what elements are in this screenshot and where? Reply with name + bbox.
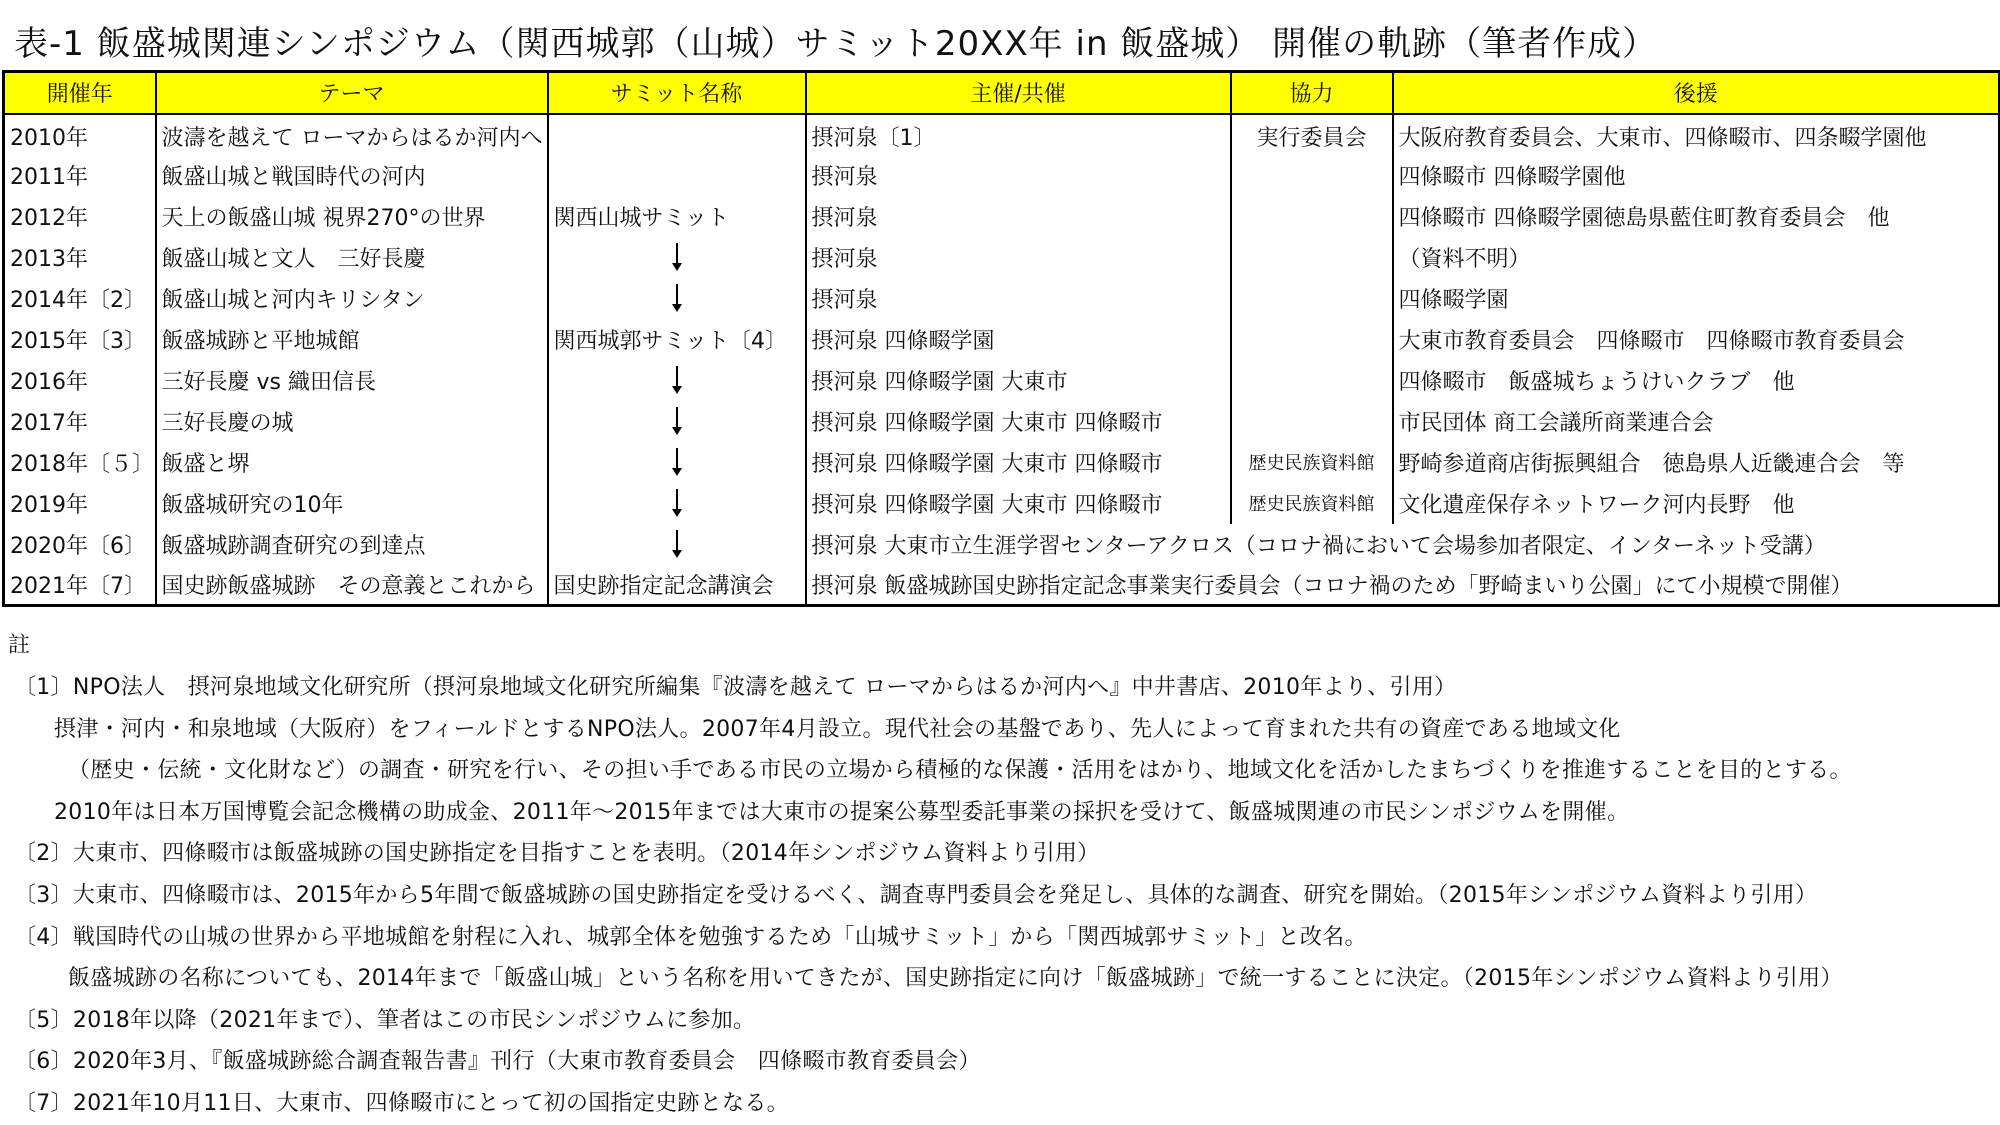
note-line: 〔6〕2020年3月、『飯盛城跡総合調査報告書』刊行（大東市教育委員会 四條畷市教育委員会） — [14, 1049, 981, 1075]
cell-summit-name — [548, 278, 806, 319]
page-title: 表-1 飯盛城関連シンポジウム（関西城郭（山城）サミット20XX年 in 飯盛城） 開催の軌跡（筆者作成） — [14, 24, 1658, 64]
cell-host: 摂河泉 — [806, 278, 1231, 319]
down-arrow-icon — [671, 448, 683, 476]
cell-year: 2021年〔7〕 — [4, 565, 156, 606]
down-arrow-icon — [671, 284, 683, 312]
cell-theme: 三好長慶 vs 織田信長 — [156, 360, 548, 401]
down-arrow-icon — [671, 489, 683, 517]
cell-theme: 波濤を越えて ローマからはるか河内へ — [156, 114, 548, 155]
cell-host: 摂河泉 飯盛城跡国史跡指定記念事業実行委員会（コロナ禍のため「野崎まいり公園」にて小規模で開催） — [806, 565, 2000, 606]
cell-year: 2010年 — [4, 114, 156, 155]
note-line: 〔2〕大東市、四條畷市は飯盛城跡の国史跡指定を目指すことを表明。（2014年シンポジウム資料より引用） — [14, 841, 1100, 867]
cell-cooperation: 歴史民族資料館 — [1231, 442, 1393, 483]
down-arrow-icon — [671, 407, 683, 435]
cell-cooperation — [1231, 196, 1393, 237]
table-row — [4, 319, 2000, 360]
table-row — [4, 196, 2000, 237]
cell-host: 摂河泉 四條畷学園 大東市 — [806, 360, 1231, 401]
header-year: 開催年 — [4, 72, 156, 114]
cell-summit-name — [548, 114, 806, 155]
note-line: 2010年は日本万国博覧会記念機構の助成金、2011年～2015年までは大東市の提案公募型委託事業の採択を受けて、飯盛城関連の市民シンポジウムを開催。 — [54, 799, 1630, 825]
table-row — [4, 442, 2000, 483]
cell-support: 大阪府教育委員会、大東市、四條畷市、四条畷学園他 — [1393, 114, 2000, 155]
cell-support: 四條畷市 四條畷学園徳島県藍住町教育委員会 他 — [1393, 196, 2000, 237]
header-support: 後援 — [1393, 72, 2000, 114]
cell-summit-name — [548, 237, 806, 278]
cell-theme: 国史跡飯盛城跡 その意義とこれから — [156, 565, 548, 606]
cell-theme: 飯盛山城と文人 三好長慶 — [156, 237, 548, 278]
table-row — [4, 483, 2000, 524]
cell-summit-name — [548, 524, 806, 565]
cell-host: 摂河泉 — [806, 155, 1231, 196]
cell-host: 摂河泉 大東市立生涯学習センターアクロス（コロナ禍において会場参加者限定、インターネット受講） — [806, 524, 2000, 565]
cell-support: 四條畷市 飯盛城ちょうけいクラブ 他 — [1393, 360, 2000, 401]
cell-year: 2020年〔6〕 — [4, 524, 156, 565]
cell-theme: 飯盛城研究の10年 — [156, 483, 548, 524]
table-row — [4, 360, 2000, 401]
cell-support: 四條畷学園 — [1393, 278, 2000, 319]
cell-summit-name — [548, 401, 806, 442]
table-body — [4, 114, 2000, 606]
cell-summit-name — [548, 483, 806, 524]
cell-cooperation — [1231, 155, 1393, 196]
cell-support: 市民団体 商工会議所商業連合会 — [1393, 401, 2000, 442]
cell-cooperation: 歴史民族資料館 — [1231, 483, 1393, 524]
table-row — [4, 155, 2000, 196]
cell-year: 2016年 — [4, 360, 156, 401]
cell-summit-name: 国史跡指定記念講演会 — [548, 565, 806, 606]
cell-year: 2018年〔５〕 — [4, 442, 156, 483]
cell-year: 2019年 — [4, 483, 156, 524]
table-row — [4, 237, 2000, 278]
cell-cooperation: 実行委員会 — [1231, 114, 1393, 155]
cell-theme: 三好長慶の城 — [156, 401, 548, 442]
notes-heading: 註 — [8, 633, 31, 658]
cell-support: 大東市教育委員会 四條畷市 四條畷市教育委員会 — [1393, 319, 2000, 360]
cell-summit-name: 関西城郭サミット〔4〕 — [548, 319, 806, 360]
cell-support: 四條畷市 四條畷学園他 — [1393, 155, 2000, 196]
cell-year: 2013年 — [4, 237, 156, 278]
cell-summit-name: 関西山城サミット — [548, 196, 806, 237]
table-header-row — [4, 72, 2000, 114]
table-row — [4, 401, 2000, 442]
note-line: （歴史・伝統・文化財など）の調査・研究を行い、その担い手である市民の立場から積極的な保護・活用をはかり、地域文化を活かしたまちづくりを推進することを目的とする。 — [68, 758, 1852, 784]
header-host: 主催/共催 — [806, 72, 1231, 114]
cell-host: 摂河泉 四條畷学園 — [806, 319, 1231, 360]
cell-host: 摂河泉 四條畷学園 大東市 四條畷市 — [806, 401, 1231, 442]
cell-year: 2011年 — [4, 155, 156, 196]
note-line: 〔5〕2018年以降（2021年まで）、筆者はこの市民シンポジウムに参加。 — [14, 1007, 756, 1033]
cell-support: 野崎参道商店街振興組合 徳島県人近畿連合会 等 — [1393, 442, 2000, 483]
cell-year: 2015年〔3〕 — [4, 319, 156, 360]
note-line: 〔3〕大東市、四條畷市は、2015年から5年間で飯盛城跡の国史跡指定を受けるべく、調査専門委員会を発足し、具体的な調査、研究を開始。（2015年シンポジウム資料より引用） — [14, 883, 1818, 908]
cell-theme: 飯盛城跡調査研究の到達点 — [156, 524, 548, 565]
cell-theme: 飯盛と堺 — [156, 442, 548, 483]
cell-support: （資料不明） — [1393, 237, 2000, 278]
table-row — [4, 524, 2000, 565]
cell-summit-name — [548, 155, 806, 196]
cell-year: 2012年 — [4, 196, 156, 237]
table-row — [4, 114, 2000, 155]
cell-year: 2017年 — [4, 401, 156, 442]
cell-cooperation — [1231, 319, 1393, 360]
cell-host: 摂河泉〔1〕 — [806, 114, 1231, 155]
down-arrow-icon — [671, 530, 683, 558]
cell-host: 摂河泉 — [806, 196, 1231, 237]
note-line: 飯盛城跡の名称についても、2014年まで「飯盛山城」という名称を用いてきたが、国史跡指定に向け「飯盛城跡」で統一することに決定。（2015年シンポジウム資料より引用） — [68, 966, 1843, 992]
cell-host: 摂河泉 四條畷学園 大東市 四條畷市 — [806, 442, 1231, 483]
note-line: 〔7〕2021年10月11日、大東市、四條畷市にとって初の国指定史跡となる。 — [14, 1091, 789, 1116]
cell-summit-name — [548, 360, 806, 401]
header-summit-name: サミット名称 — [548, 72, 806, 114]
cell-cooperation — [1231, 360, 1393, 401]
header-cooperation: 協力 — [1231, 72, 1393, 114]
cell-theme: 天上の飯盛山城 視界270°の世界 — [156, 196, 548, 237]
cell-theme: 飯盛山城と河内キリシタン — [156, 278, 548, 319]
cell-theme: 飯盛山城と戦国時代の河内 — [156, 155, 548, 196]
cell-cooperation — [1231, 237, 1393, 278]
down-arrow-icon — [671, 243, 683, 271]
cell-summit-name — [548, 442, 806, 483]
note-line: 摂津・河内・和泉地域（大阪府）をフィールドとするNPO法人。2007年4月設立。現代社会の基盤であり、先人によって育まれた共有の資産である地域文化 — [54, 716, 1621, 742]
down-arrow-icon — [671, 366, 683, 394]
cell-support: 文化遺産保存ネットワーク河内長野 他 — [1393, 483, 2000, 524]
cell-host: 摂河泉 四條畷学園 大東市 四條畷市 — [806, 483, 1231, 524]
cell-host: 摂河泉 — [806, 237, 1231, 278]
table-row — [4, 278, 2000, 319]
cell-cooperation — [1231, 278, 1393, 319]
table-row — [4, 565, 2000, 606]
note-line: 〔1〕NPO法人 摂河泉地域文化研究所（摂河泉地域文化研究所編集『波濤を越えて ローマからはるか河内へ』中井書店、2010年より、引用） — [14, 675, 1457, 700]
cell-theme: 飯盛城跡と平地城館 — [156, 319, 548, 360]
symposium-table — [2, 70, 2000, 607]
note-line: 〔4〕戦国時代の山城の世界から平地城館を射程に入れ、城郭全体を勉強するため「山城サミット」から「関西城郭サミット」と改名。 — [14, 924, 1367, 950]
header-theme: テーマ — [156, 72, 548, 114]
cell-cooperation — [1231, 401, 1393, 442]
cell-year: 2014年〔2〕 — [4, 278, 156, 319]
